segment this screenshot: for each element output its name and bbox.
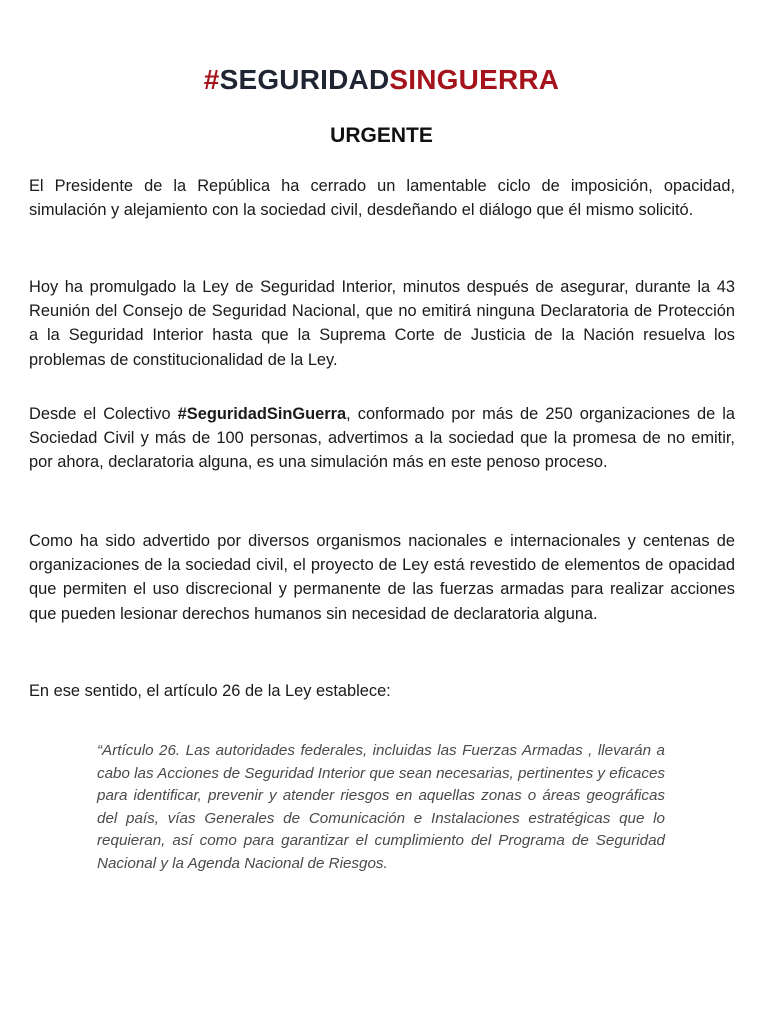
- paragraph-colectivo-intro: Desde el Colectivo: [29, 405, 178, 423]
- hashtag-title-part-singuerra: SINGUERRA: [389, 64, 560, 95]
- hashtag-symbol: #: [203, 64, 220, 95]
- paragraph-president: El Presidente de la República ha cerrado un lamentable ciclo de imposición, opacidad, simulación y alejamiento con la sociedad civil, desdeñando el diálogo que él mismo solicitó.: [29, 177, 735, 220]
- hashtag-title: [0, 63, 763, 97]
- paragraph-colectivo-rest: , conformado por más de 250 organizaciones de la Sociedad Civil y más de 100 personas, advertimos a la sociedad que la promesa de no emitir, por ahora, declaratoria alguna, es una simulación más en este penoso proceso.: [29, 405, 736, 472]
- colectivo-hashtag: #SeguridadSinGuerra: [177, 405, 347, 423]
- paragraph-warnings: Como ha sido advertido por diversos organismos nacionales e internacionales y centenas de organizaciones de la sociedad civil, el proyecto de Ley está revestido de elementos de opacidad que permiten el uso discrecional y permanente de las fuerzas armadas para realizar acciones que pueden lesionar derechos humanos sin necesidad de declaratoria alguna.: [29, 532, 735, 623]
- article-26-quote: “Artículo 26. Las autoridades federales, incluidas las Fuerzas Armadas , llevarán a cabo las Acciones de Seguridad Interior que sean necesarias, pertinentes y eficaces para identificar, prevenir y atender riesgos en aquellas zonas o áreas geográficas del país, vías Generales de Comunicación e Instalaciones estratégicas que lo requieran, así como para garantizar el cumplimiento del Programa de Seguridad Nacional y la Agenda Nacional de Riesgos.: [97, 742, 665, 872]
- paragraph-law-promulgated: Hoy ha promulgado la Ley de Seguridad Interior, minutos después de asegurar, durante la 43 Reunión del Consejo de Seguridad Nacional, que no emitirá ninguna Declaratoria de Protección a la Seguridad Interior hasta que la Suprema Corte de Justicia de la Nación resuelva los problemas de constitucionalidad de la Ley.: [29, 278, 735, 369]
- paragraph-article-intro: En ese sentido, el artículo 26 de la Ley establece:: [29, 682, 391, 700]
- hashtag-title-part-seguridad: SEGURIDAD: [219, 64, 390, 95]
- paragraph-colectivo: [29, 402, 735, 475]
- urgent-heading: URGENTE: [330, 124, 433, 147]
